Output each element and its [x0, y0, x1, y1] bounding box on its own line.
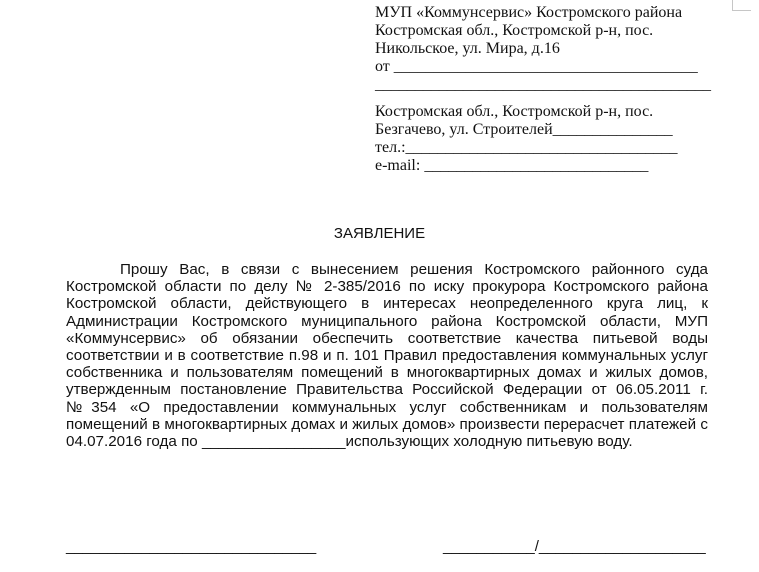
recipient-org: МУП «Коммунсервис» Костромского района: [375, 4, 683, 21]
sender-region: Костромская обл., Костромской р-н, пос.: [375, 103, 654, 120]
recipient-address: Никольское, ул. Мира, д.16: [375, 40, 560, 57]
recipient-region: Костромская обл., Костромской р-н, пос.: [375, 22, 654, 39]
document-title: ЗАЯВЛЕНИЕ: [333, 225, 426, 242]
sender-address: Безгачево, ул. Строителей_______________: [375, 121, 673, 138]
sender-phone: тел.:__________________________________: [375, 139, 678, 156]
date-line: ______________________________: [66, 538, 317, 555]
addressee-block: [375, 4, 711, 175]
header-spacer: [375, 94, 695, 103]
signature-line: ___________/____________________: [443, 538, 706, 555]
page-corner-mark: [732, 0, 751, 11]
sender-from-line: от ______________________________________: [375, 58, 698, 75]
sender-blank-line: __________________________________________: [375, 76, 711, 93]
statement-paragraph: [66, 261, 708, 450]
statement-text: Прошу Вас, в связи с вынесением решения Костромского районного суда Костромской области по делу № 2-385/2016 по иску прокурора Костромского района Костромской области, действующего в интересах неопределенного круга лиц, к Администрации Костромского муниципального района Костромской области, МУП «Коммунсервис» об обязании обеспечить соответствие качества питьевой воды соответствии и в соответствие п.98 и п. 101 Правил предоставления коммунальных услуг собственника и пользователям помещений в многоквартирных домах и жилых домов, утвержденным постановление Правительства Российской Федерации от 06.05.2011 г. №354 «О предоставлении коммунальных услуг собственникам и пользователям помещений в многоквартирных домах и жилых домов» произвести перерасчет платежей с 04.07.2016 года по _________________использующих холодную питьевую воду.: [66, 261, 708, 451]
sender-email: e-mail: ____________________________: [375, 157, 649, 174]
